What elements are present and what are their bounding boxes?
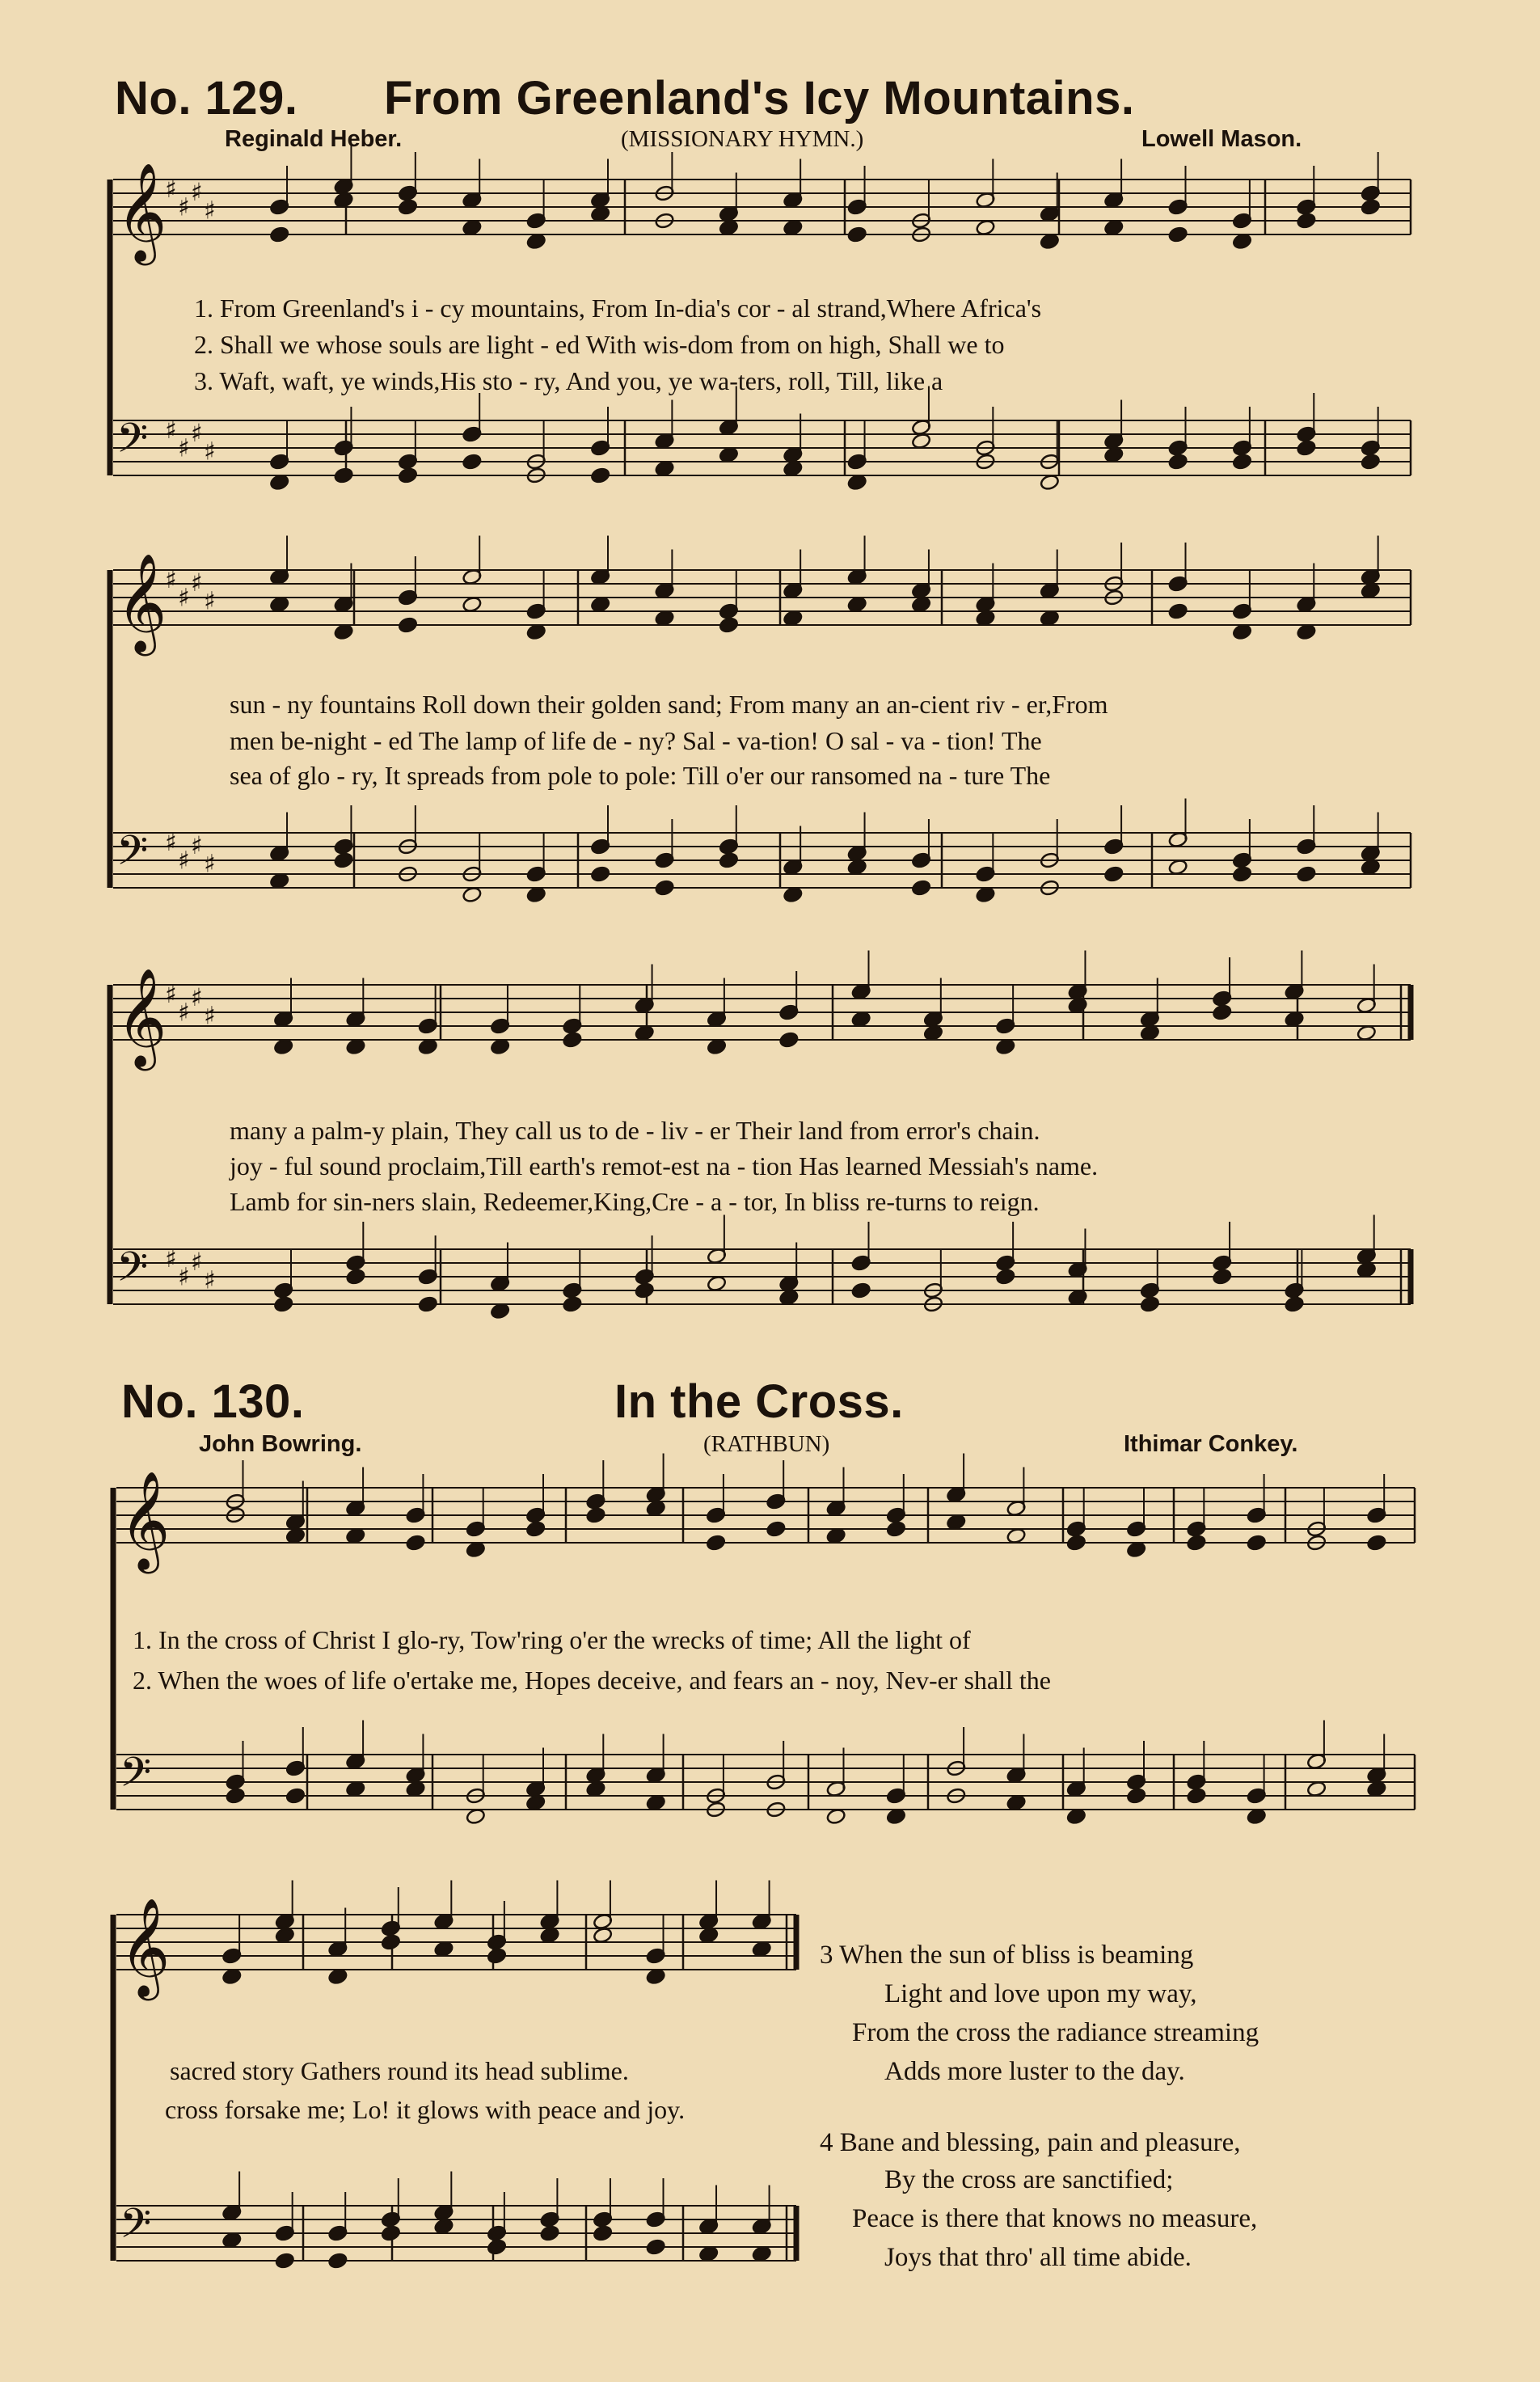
h129-system-3-treble-note (923, 1024, 943, 1041)
h129-system-2-treble-note (1040, 610, 1060, 627)
h129-system-1-bass-note (847, 474, 867, 491)
h129-system-2-bass-note (847, 859, 867, 876)
hymn-129-lyric-line: men be-night - ed The lamp of life de - ny? Sal - va-tion! O sal - va - tion! The (230, 726, 1042, 755)
h130-system-2-bass-note (222, 2232, 242, 2249)
sharp-icon: ♯ (178, 1263, 190, 1292)
bass-clef-icon: 𝄢 (116, 415, 149, 472)
hymn-129-lyric-line: many a palm-y plain, They call us to de - liv - er Their land from error's chain. (230, 1116, 1040, 1145)
stanza-4-line: Joys that thro' all time abide. (884, 2243, 1192, 2272)
h129-system-2-treble-note (1232, 623, 1252, 640)
h130-system-1-treble-note (766, 1520, 786, 1537)
sharp-icon: ♯ (191, 832, 203, 861)
h129-system-3-treble-note (1285, 1011, 1305, 1028)
h129-system-1-treble-note (462, 219, 482, 236)
stanza-4-line: Peace is there that knows no measure, (852, 2204, 1258, 2233)
h129-system-3-treble-note (490, 1038, 510, 1055)
h129-system-1-bass-note (655, 460, 675, 477)
h130-system-1-treble-note (886, 1520, 906, 1537)
sharp-icon: ♯ (178, 999, 190, 1028)
sharp-icon: ♯ (165, 175, 177, 205)
h129-system-2-treble-note (1361, 582, 1381, 599)
h129-system-2-bass-note (1361, 859, 1381, 876)
h130-system-2-bass-note (487, 2238, 507, 2255)
h130-system-2-treble-note (381, 1933, 401, 1950)
sharp-icon: ♯ (191, 1248, 203, 1278)
h129-system-2-bass-note (655, 879, 675, 896)
bass-clef-icon: 𝄢 (120, 1749, 152, 1806)
stanza-4-line: By the cross are sanctified; (884, 2165, 1174, 2194)
h130-system-2-treble-note (593, 1927, 613, 1944)
hymn-129-lyric-line: 3. Waft, waft, ye winds,His sto - ry, And you, ye wa-ters, roll, Till, like a (194, 366, 943, 395)
hymn-130-lyric-line: cross forsake me; Lo! it glows with peace and joy. (165, 2095, 686, 2124)
sharp-icon: ♯ (204, 587, 216, 616)
sharp-icon: ♯ (204, 437, 216, 467)
h130-system-1-treble-note (706, 1534, 726, 1551)
h129-system-1-treble-note (526, 233, 546, 250)
h129-system-2-treble-note (976, 610, 996, 627)
h129-system-3-bass-note (1356, 1261, 1377, 1278)
treble-clef-icon: 𝄞 (120, 1470, 171, 1569)
h129-system-3-treble-note (707, 1038, 727, 1055)
h129-system-3-bass-note (707, 1275, 727, 1292)
h130-system-2-treble-note (487, 1947, 507, 1964)
h130-system-1-treble-note (406, 1534, 426, 1551)
h129-system-2-bass-note (462, 886, 482, 903)
h129-system-1-treble-note (1040, 233, 1060, 250)
h129-system-3-treble-note (346, 1038, 366, 1055)
h130-system-2-bass-note (752, 2245, 772, 2262)
hymn-129-lyric-line: joy - ful sound proclaim,Till earth's remot-est na - tion Has learned Messiah's name. (230, 1151, 1099, 1180)
h130-system-1-bass-note (1006, 1794, 1027, 1811)
h129-system-2-bass-note (1296, 865, 1316, 882)
treble-clef-icon: 𝄞 (116, 162, 167, 261)
h129-system-1-treble-note (1361, 198, 1381, 215)
h129-system-2-treble-note (269, 596, 289, 613)
h129-system-3-bass-note (635, 1282, 655, 1299)
h130-system-1-treble-note (1186, 1534, 1206, 1551)
sharp-icon: ♯ (178, 847, 190, 876)
h130-system-1-bass-note (406, 1780, 426, 1797)
h129-system-1-treble-note (590, 205, 610, 222)
h129-system-3-treble-note (1068, 997, 1088, 1014)
h130-system-2-bass-note (381, 2224, 401, 2241)
h130-system-2-bass-note (593, 2224, 613, 2241)
h129-system-2-treble-note (847, 596, 867, 613)
h129-system-2-bass-note (334, 851, 354, 868)
h129-system-1-bass-note (398, 467, 418, 484)
hymn-129-lyric-line: 2. Shall we whose souls are light - ed With wis-dom from on high, Shall we to (194, 330, 1005, 359)
h130-system-1-treble-note (1366, 1534, 1386, 1551)
h130-system-1-treble-note (946, 1514, 966, 1531)
h129-system-3-bass-note (778, 1289, 799, 1306)
h130-system-2-treble-note (433, 1941, 454, 1958)
sharp-icon: ♯ (178, 584, 190, 613)
h129-system-2-treble-note (719, 616, 739, 633)
h130-system-1-bass-note (826, 1808, 846, 1825)
sharp-icon: ♯ (178, 434, 190, 463)
sharp-icon: ♯ (191, 984, 203, 1013)
h130-system-1-treble-note (1247, 1534, 1267, 1551)
h129-system-2-bass-note (783, 886, 803, 903)
treble-clef-icon: 𝄞 (116, 967, 167, 1066)
hymn-130-lyric-line: 1. In the cross of Christ I glo-ry, Tow'ring o'er the wrecks of time; All the light of (133, 1625, 971, 1654)
h129-system-1-bass-note (334, 467, 354, 484)
h129-system-2-treble-note (911, 596, 931, 613)
h129-system-1-bass-note (783, 460, 803, 477)
h129-system-1-bass-note (1232, 453, 1252, 470)
sharp-icon: ♯ (165, 416, 177, 446)
h129-system-2-treble-note (526, 623, 546, 640)
h129-system-2-treble-note (1296, 623, 1316, 640)
h130-system-1-treble-note (646, 1500, 666, 1517)
h129-system-3-bass-note (273, 1295, 293, 1312)
h129-system-3-bass-note (1285, 1295, 1305, 1312)
h130-system-1-treble-note (345, 1527, 365, 1544)
h129-system-3-bass-note (490, 1303, 510, 1320)
h129-system-1-bass-note (911, 433, 931, 450)
h129-system-3-bass-note (1140, 1295, 1160, 1312)
h129-system-2-bass-note (269, 872, 289, 889)
h129-system-3-treble-note (1356, 1024, 1377, 1041)
h130-system-1-bass-note (525, 1794, 546, 1811)
h129-system-2-treble-note (655, 610, 675, 627)
h129-system-1-treble-note (719, 219, 739, 236)
h130-system-1-bass-note (1306, 1780, 1327, 1797)
h130-system-1-treble-note (1066, 1534, 1086, 1551)
h129-system-3-bass-note (851, 1282, 871, 1299)
h130-system-1-treble-note (466, 1541, 486, 1558)
sharp-icon: ♯ (178, 193, 190, 222)
h129-system-3-bass-note (995, 1268, 1015, 1285)
h129-system-1-bass-note (719, 446, 739, 463)
h129-system-3-treble-note (1212, 1003, 1232, 1020)
h130-system-2-treble-note (646, 1968, 666, 1985)
h129-system-1-bass-note (269, 474, 289, 491)
h129-system-2-bass-note (719, 851, 739, 868)
hymn-129-lyricist: Reginald Heber. (225, 126, 403, 152)
h130-system-1-treble-note (525, 1520, 546, 1537)
hymn-130-lyric-line: 2. When the woes of life o'ertake me, Hopes deceive, and fears an - noy, Nev-er shall the (133, 1666, 1051, 1695)
hymn-129-title: From Greenland's Icy Mountains. (384, 72, 1135, 125)
h130-system-2-bass-note (698, 2245, 719, 2262)
stanza-3-line: Adds more luster to the day. (884, 2057, 1185, 2086)
h129-system-1-bass-note (1040, 474, 1060, 491)
hymn-129-lyric-line: sea of glo - ry, It spreads from pole to pole: Till o'er our ransomed na - ture The (230, 761, 1051, 790)
h130-system-1-treble-note (826, 1527, 846, 1544)
h129-system-2-treble-note (334, 623, 354, 640)
h130-system-2-treble-note (540, 1927, 560, 1944)
h130-system-1-treble-note (285, 1527, 306, 1544)
sharp-icon: ♯ (191, 420, 203, 449)
hymn-130-lyric-line: sacred story Gathers round its head sublime. (170, 2056, 629, 2085)
h129-system-2-bass-note (590, 865, 610, 882)
h129-system-1-treble-note (1232, 233, 1252, 250)
bass-clef-icon: 𝄢 (116, 1244, 149, 1301)
h129-system-1-treble-note (976, 219, 996, 236)
h130-system-2-treble-note (752, 1941, 772, 1958)
h130-system-1-bass-note (345, 1780, 365, 1797)
h129-system-3-treble-note (635, 1024, 655, 1041)
h129-system-1-treble-note (783, 219, 803, 236)
hymn-129-tune: (MISSIONARY HYMN.) (621, 126, 864, 152)
sharp-icon: ♯ (165, 829, 177, 858)
stanza-4-line: 4 Bane and blessing, pain and pleasure, (820, 2128, 1241, 2157)
sharp-icon: ♯ (204, 1266, 216, 1295)
hymn-130-title: In the Cross. (614, 1375, 904, 1428)
h130-system-1-bass-note (646, 1794, 666, 1811)
h129-system-3-treble-note (778, 1031, 799, 1048)
h130-system-1-treble-note (585, 1506, 605, 1523)
h129-system-2-bass-note (1168, 859, 1188, 876)
h130-system-2-bass-note (646, 2238, 666, 2255)
h129-system-1-bass-note (1103, 446, 1124, 463)
h130-system-1-bass-note (1366, 1780, 1386, 1797)
treble-clef-icon: 𝄞 (120, 1897, 171, 1996)
h129-system-3-treble-note (1140, 1024, 1160, 1041)
sharp-icon: ♯ (204, 196, 216, 226)
hymn-129-lyric-line: Lamb for sin-ners slain, Redeemer,King,Cre - a - tor, In bliss re-turns to reign. (230, 1187, 1040, 1216)
h129-system-2-bass-note (976, 886, 996, 903)
h129-system-2-treble-note (462, 596, 482, 613)
h129-system-3-treble-note (851, 1011, 871, 1028)
hymn-130-tune: (RATHBUN) (703, 1431, 830, 1457)
hymn-130-number: No. 130. (121, 1375, 305, 1428)
h129-system-1-treble-note (1296, 212, 1316, 229)
h130-system-2-bass-note (433, 2218, 454, 2235)
hymn-129-lyric-line: sun - ny fountains Roll down their golden sand; From many an an-cient riv - er,From (230, 690, 1108, 719)
h129-system-3-treble-note (418, 1038, 438, 1055)
h129-system-2-treble-note (783, 610, 803, 627)
h130-system-1-bass-note (1247, 1808, 1267, 1825)
h130-system-2-bass-note (540, 2224, 560, 2241)
hymn-130-composer: Ithimar Conkey. (1124, 1431, 1298, 1457)
h129-system-2-bass-note (1232, 865, 1252, 882)
h129-system-1-bass-note (462, 453, 482, 470)
h129-system-1-treble-note (269, 226, 289, 243)
h130-system-2-bass-note (327, 2252, 348, 2269)
h129-system-2-treble-note (398, 616, 418, 633)
h130-system-1-treble-note (1006, 1527, 1027, 1544)
sharp-icon: ♯ (165, 566, 177, 595)
h129-system-1-treble-note (1103, 219, 1124, 236)
h129-system-2-bass-note (911, 879, 931, 896)
h130-system-1-bass-note (466, 1808, 486, 1825)
h129-system-3-treble-note (562, 1031, 582, 1048)
stanza-3-line: Light and love upon my way, (884, 1979, 1197, 2008)
h129-system-2-bass-note (1103, 865, 1124, 882)
h129-system-1-bass-note (1168, 453, 1188, 470)
h130-system-1-bass-note (585, 1780, 605, 1797)
h129-system-3-bass-note (1212, 1268, 1232, 1285)
h129-system-3-treble-note (273, 1038, 293, 1055)
h130-system-2-treble-note (327, 1968, 348, 1985)
sharp-icon: ♯ (165, 981, 177, 1010)
h129-system-1-bass-note (1361, 453, 1381, 470)
hymn-129-composer: Lowell Mason. (1141, 126, 1302, 152)
bass-clef-icon: 𝄢 (120, 2200, 152, 2257)
h129-system-1-bass-note (590, 467, 610, 484)
h130-system-1-bass-note (226, 1787, 246, 1804)
h129-system-2-treble-note (590, 596, 610, 613)
h130-system-1-treble-note (1126, 1541, 1146, 1558)
sharp-icon: ♯ (204, 850, 216, 879)
h130-system-2-treble-note (222, 1968, 242, 1985)
h129-system-1-treble-note (334, 192, 354, 209)
h130-system-2-bass-note (275, 2252, 295, 2269)
h129-system-3-bass-note (418, 1295, 438, 1312)
h129-system-2-treble-note (1168, 602, 1188, 619)
bass-clef-icon: 𝄢 (116, 827, 149, 885)
h129-system-1-bass-note (1296, 439, 1316, 456)
h129-system-3-bass-note (562, 1295, 582, 1312)
treble-clef-icon: 𝄞 (116, 552, 167, 652)
sharp-icon: ♯ (204, 1002, 216, 1031)
sharp-icon: ♯ (191, 179, 203, 208)
hymn-129-number: No. 129. (115, 72, 298, 125)
sharp-icon: ♯ (191, 569, 203, 598)
stanza-3-line: From the cross the radiance streaming (852, 2018, 1259, 2047)
h129-system-1-treble-note (398, 198, 418, 215)
h129-system-2-bass-note (526, 886, 546, 903)
h130-system-1-bass-note (1186, 1787, 1206, 1804)
h130-system-1-bass-note (285, 1787, 306, 1804)
h130-system-1-bass-note (1126, 1787, 1146, 1804)
h130-system-1-bass-note (886, 1808, 906, 1825)
hymn-129-lyric-line: 1. From Greenland's i - cy mountains, From In-dia's cor - al strand,Where Africa's (194, 294, 1042, 323)
h129-system-3-treble-note (995, 1038, 1015, 1055)
hymn-130-lyricist: John Bowring. (199, 1431, 362, 1457)
h129-system-3-bass-note (346, 1268, 366, 1285)
stanza-3-line: 3 When the sun of bliss is beaming (820, 1941, 1194, 1970)
h129-system-3-bass-note (1068, 1289, 1088, 1306)
h129-system-1-treble-note (847, 226, 867, 243)
sharp-icon: ♯ (165, 1245, 177, 1274)
h129-system-1-treble-note (1168, 226, 1188, 243)
h130-system-2-treble-note (275, 1927, 295, 1944)
h130-system-1-bass-note (1066, 1808, 1086, 1825)
h130-system-2-treble-note (698, 1927, 719, 1944)
